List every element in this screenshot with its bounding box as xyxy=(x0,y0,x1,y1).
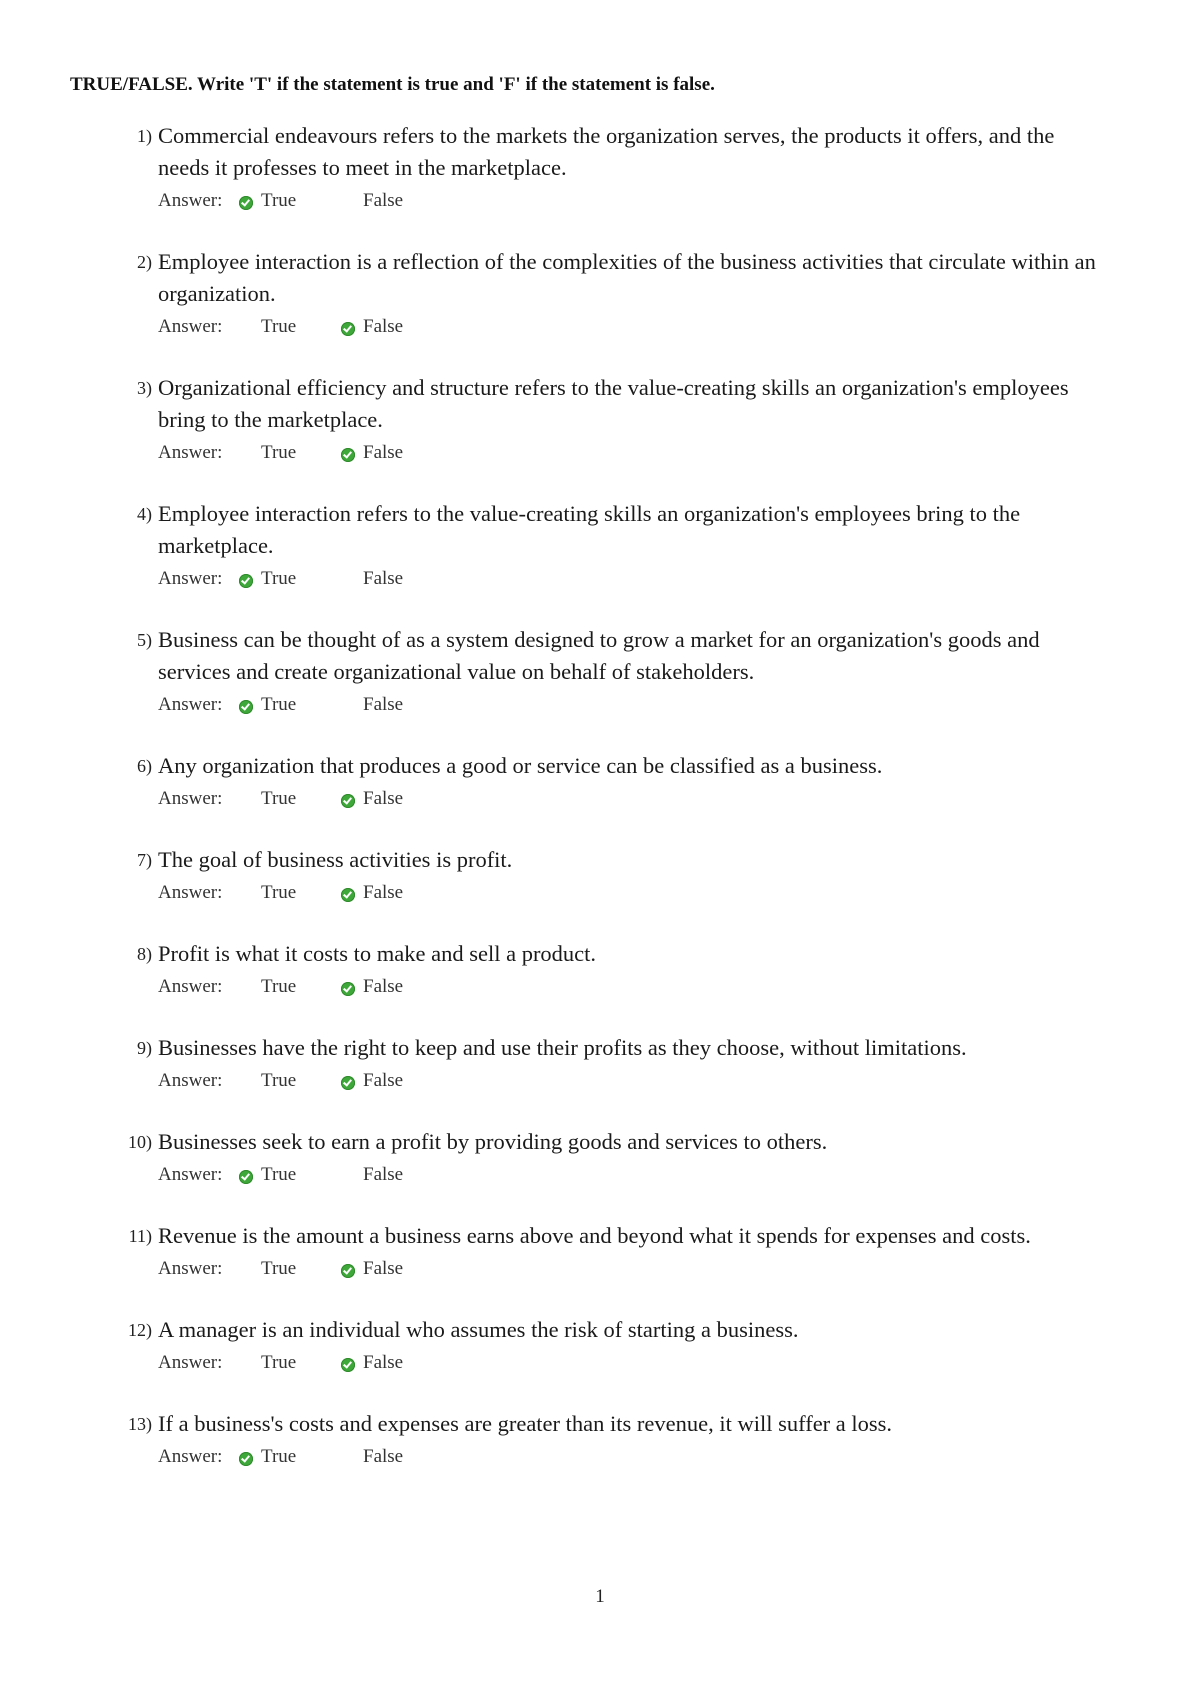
option-false: False xyxy=(363,1352,404,1373)
question-text: Profit is what it costs to make and sell a product. xyxy=(158,941,597,966)
question-number: 1) xyxy=(137,126,152,146)
question-number: 5) xyxy=(137,630,152,650)
check-icon xyxy=(341,1076,355,1090)
check-icon xyxy=(341,1358,355,1372)
question-item xyxy=(0,624,1200,723)
question-item xyxy=(0,750,1200,817)
option-false: False xyxy=(363,1164,404,1185)
question-number: 8) xyxy=(137,944,152,964)
check-icon xyxy=(341,322,355,336)
instructions-heading: TRUE/FALSE. Write 'T' if the statement is true and 'F' if the statement is false. xyxy=(70,74,715,95)
option-true: True xyxy=(261,788,297,809)
question-item xyxy=(0,498,1200,597)
check-icon xyxy=(239,574,253,588)
option-true: True xyxy=(261,568,297,589)
question-number: 11) xyxy=(128,1226,152,1246)
answer-row xyxy=(0,1065,1200,1099)
option-false: False xyxy=(363,568,404,589)
question-item xyxy=(0,372,1200,471)
answer-row xyxy=(0,1441,1200,1475)
question-item xyxy=(0,1314,1200,1381)
page-number: 1 xyxy=(595,1586,605,1607)
answer-label: Answer: xyxy=(158,568,223,589)
option-true: True xyxy=(261,1258,297,1279)
answer-row xyxy=(0,437,1200,471)
check-icon xyxy=(239,1170,253,1184)
option-true: True xyxy=(261,1070,297,1091)
option-true: True xyxy=(261,316,297,337)
question-item xyxy=(0,1220,1200,1287)
answer-label: Answer: xyxy=(158,1164,223,1185)
check-icon xyxy=(341,1264,355,1278)
answer-label: Answer: xyxy=(158,1258,223,1279)
answer-label: Answer: xyxy=(158,788,223,809)
question-number: 7) xyxy=(137,850,152,870)
question-text: Any organization that produces a good or service can be classified as a business. xyxy=(158,753,883,778)
question-text: Commercial endeavours refers to the markets the organization serves, the products it offers, and the needs it professes to meet in the marketplace. xyxy=(158,123,1055,180)
answer-row xyxy=(0,1253,1200,1287)
question-item xyxy=(0,1032,1200,1099)
answer-row xyxy=(0,877,1200,911)
option-false: False xyxy=(363,788,404,809)
option-true: True xyxy=(261,1352,297,1373)
answer-row xyxy=(0,783,1200,817)
option-true: True xyxy=(261,442,297,463)
question-number: 10) xyxy=(128,1132,152,1152)
question-number: 9) xyxy=(137,1038,152,1058)
question-text: Employee interaction refers to the value-creating skills an organization's employees bring to the marketplace. xyxy=(158,501,1021,558)
option-false: False xyxy=(363,1446,404,1467)
answer-label: Answer: xyxy=(158,1352,223,1373)
check-icon xyxy=(341,888,355,902)
answer-row xyxy=(0,1159,1200,1193)
question-number: 13) xyxy=(128,1414,152,1434)
question-item xyxy=(0,246,1200,345)
answer-label: Answer: xyxy=(158,976,223,997)
answer-label: Answer: xyxy=(158,694,223,715)
question-number: 12) xyxy=(128,1320,152,1340)
answer-row xyxy=(0,971,1200,1005)
question-number: 2) xyxy=(137,252,152,272)
answer-row xyxy=(0,563,1200,597)
question-text: Organizational efficiency and structure refers to the value-creating skills an organization's employees bring to the marketplace. xyxy=(158,375,1069,432)
question-text: Businesses have the right to keep and use their profits as they choose, without limitations. xyxy=(158,1035,967,1060)
option-false: False xyxy=(363,442,404,463)
answer-row xyxy=(0,689,1200,723)
answer-label: Answer: xyxy=(158,316,223,337)
question-text: If a business's costs and expenses are greater than its revenue, it will suffer a loss. xyxy=(158,1411,893,1436)
question-item xyxy=(0,1126,1200,1193)
question-text: The goal of business activities is profit. xyxy=(158,847,513,872)
option-false: False xyxy=(363,1258,404,1279)
question-item xyxy=(0,844,1200,911)
question-list xyxy=(0,120,1200,1502)
option-true: True xyxy=(261,882,297,903)
question-item xyxy=(0,120,1200,219)
answer-label: Answer: xyxy=(158,190,223,211)
check-icon xyxy=(239,196,253,210)
option-true: True xyxy=(261,190,297,211)
question-text: Employee interaction is a reflection of the complexities of the business activities that circulate within an organization. xyxy=(158,249,1096,306)
answer-row xyxy=(0,1347,1200,1381)
check-icon xyxy=(239,1452,253,1466)
question-number: 6) xyxy=(137,756,152,776)
check-icon xyxy=(341,794,355,808)
option-true: True xyxy=(261,1446,297,1467)
question-text: Businesses seek to earn a profit by providing goods and services to others. xyxy=(158,1129,828,1154)
option-false: False xyxy=(363,190,404,211)
answer-row xyxy=(0,185,1200,219)
question-text: Business can be thought of as a system designed to grow a market for an organization's goods and services and create organizational value on behalf of stakeholders. xyxy=(158,627,1040,684)
option-true: True xyxy=(261,976,297,997)
question-text: Revenue is the amount a business earns above and beyond what it spends for expenses and costs. xyxy=(158,1223,1031,1248)
option-false: False xyxy=(363,1070,404,1091)
option-false: False xyxy=(363,694,404,715)
check-icon xyxy=(341,448,355,462)
option-false: False xyxy=(363,882,404,903)
question-text: A manager is an individual who assumes the risk of starting a business. xyxy=(158,1317,799,1342)
option-false: False xyxy=(363,976,404,997)
answer-label: Answer: xyxy=(158,442,223,463)
answer-label: Answer: xyxy=(158,882,223,903)
answer-label: Answer: xyxy=(158,1446,223,1467)
question-item xyxy=(0,938,1200,1005)
check-icon xyxy=(341,982,355,996)
question-number: 3) xyxy=(137,378,152,398)
option-true: True xyxy=(261,694,297,715)
option-true: True xyxy=(261,1164,297,1185)
answer-label: Answer: xyxy=(158,1070,223,1091)
question-item xyxy=(0,1408,1200,1475)
question-number: 4) xyxy=(137,504,152,524)
check-icon xyxy=(239,700,253,714)
answer-row xyxy=(0,311,1200,345)
option-false: False xyxy=(363,316,404,337)
